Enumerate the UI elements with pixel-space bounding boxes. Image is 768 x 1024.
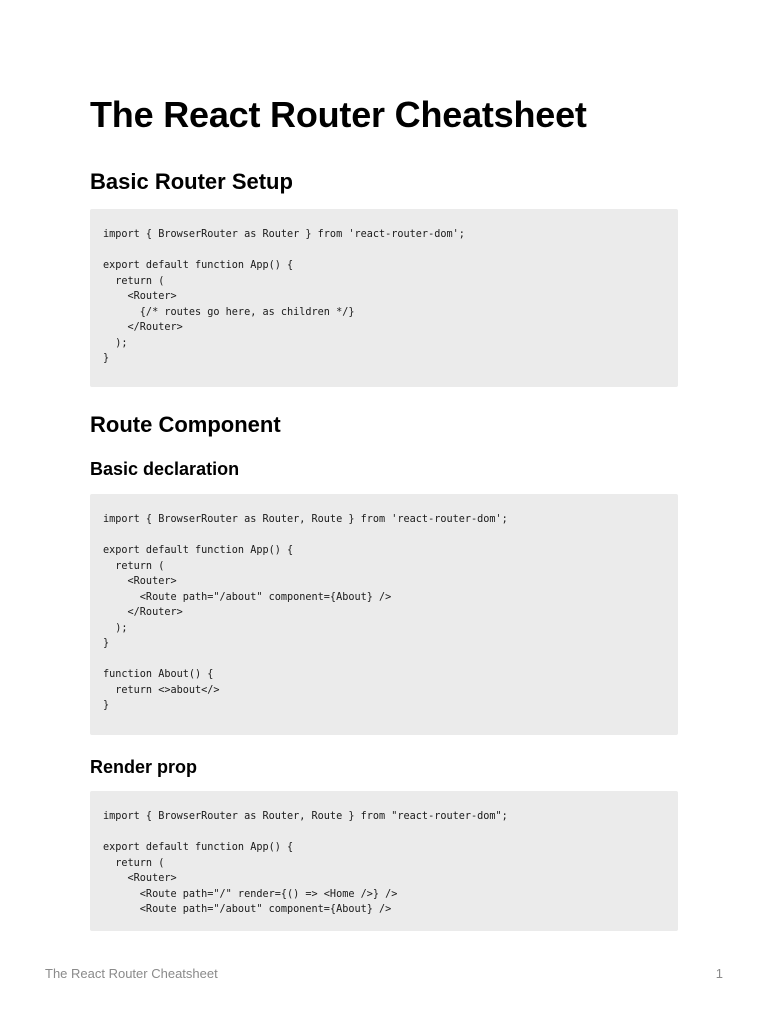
code-text: import { BrowserRouter as Router, Route } from "react-router-dom"; export default function App() { return ( <Router> <Route path="/" render={() => <Home />} /> <Route path="/about" component={About} /> bbox=[103, 811, 508, 915]
page-title: The React Router Cheatsheet bbox=[90, 94, 587, 135]
code-block-basic-router-setup[interactable] bbox=[90, 209, 678, 387]
subsection-heading-basic-declaration: Basic declaration bbox=[90, 459, 240, 479]
section-heading-basic-router-setup: Basic Router Setup bbox=[90, 169, 293, 194]
code-block-render-prop[interactable] bbox=[90, 791, 678, 931]
code-text: import { BrowserRouter as Router } from 'react-router-dom'; export default function App() { return ( <Router> {/* routes go here, as children */} </Router> ); } bbox=[103, 229, 465, 364]
footer-title: The React Router Cheatsheet bbox=[45, 966, 218, 981]
section-heading-route-component: Route Component bbox=[90, 412, 281, 437]
footer-page-number: 1 bbox=[715, 966, 723, 981]
code-block-basic-declaration[interactable] bbox=[90, 494, 678, 735]
code-text: import { BrowserRouter as Router, Route } from 'react-router-dom'; export default function App() { return ( <Router> <Route path="/about" component={About} /> </Router> ); } function About() { return <>about</> } bbox=[103, 514, 508, 711]
subsection-heading-render-prop: Render prop bbox=[90, 757, 198, 777]
